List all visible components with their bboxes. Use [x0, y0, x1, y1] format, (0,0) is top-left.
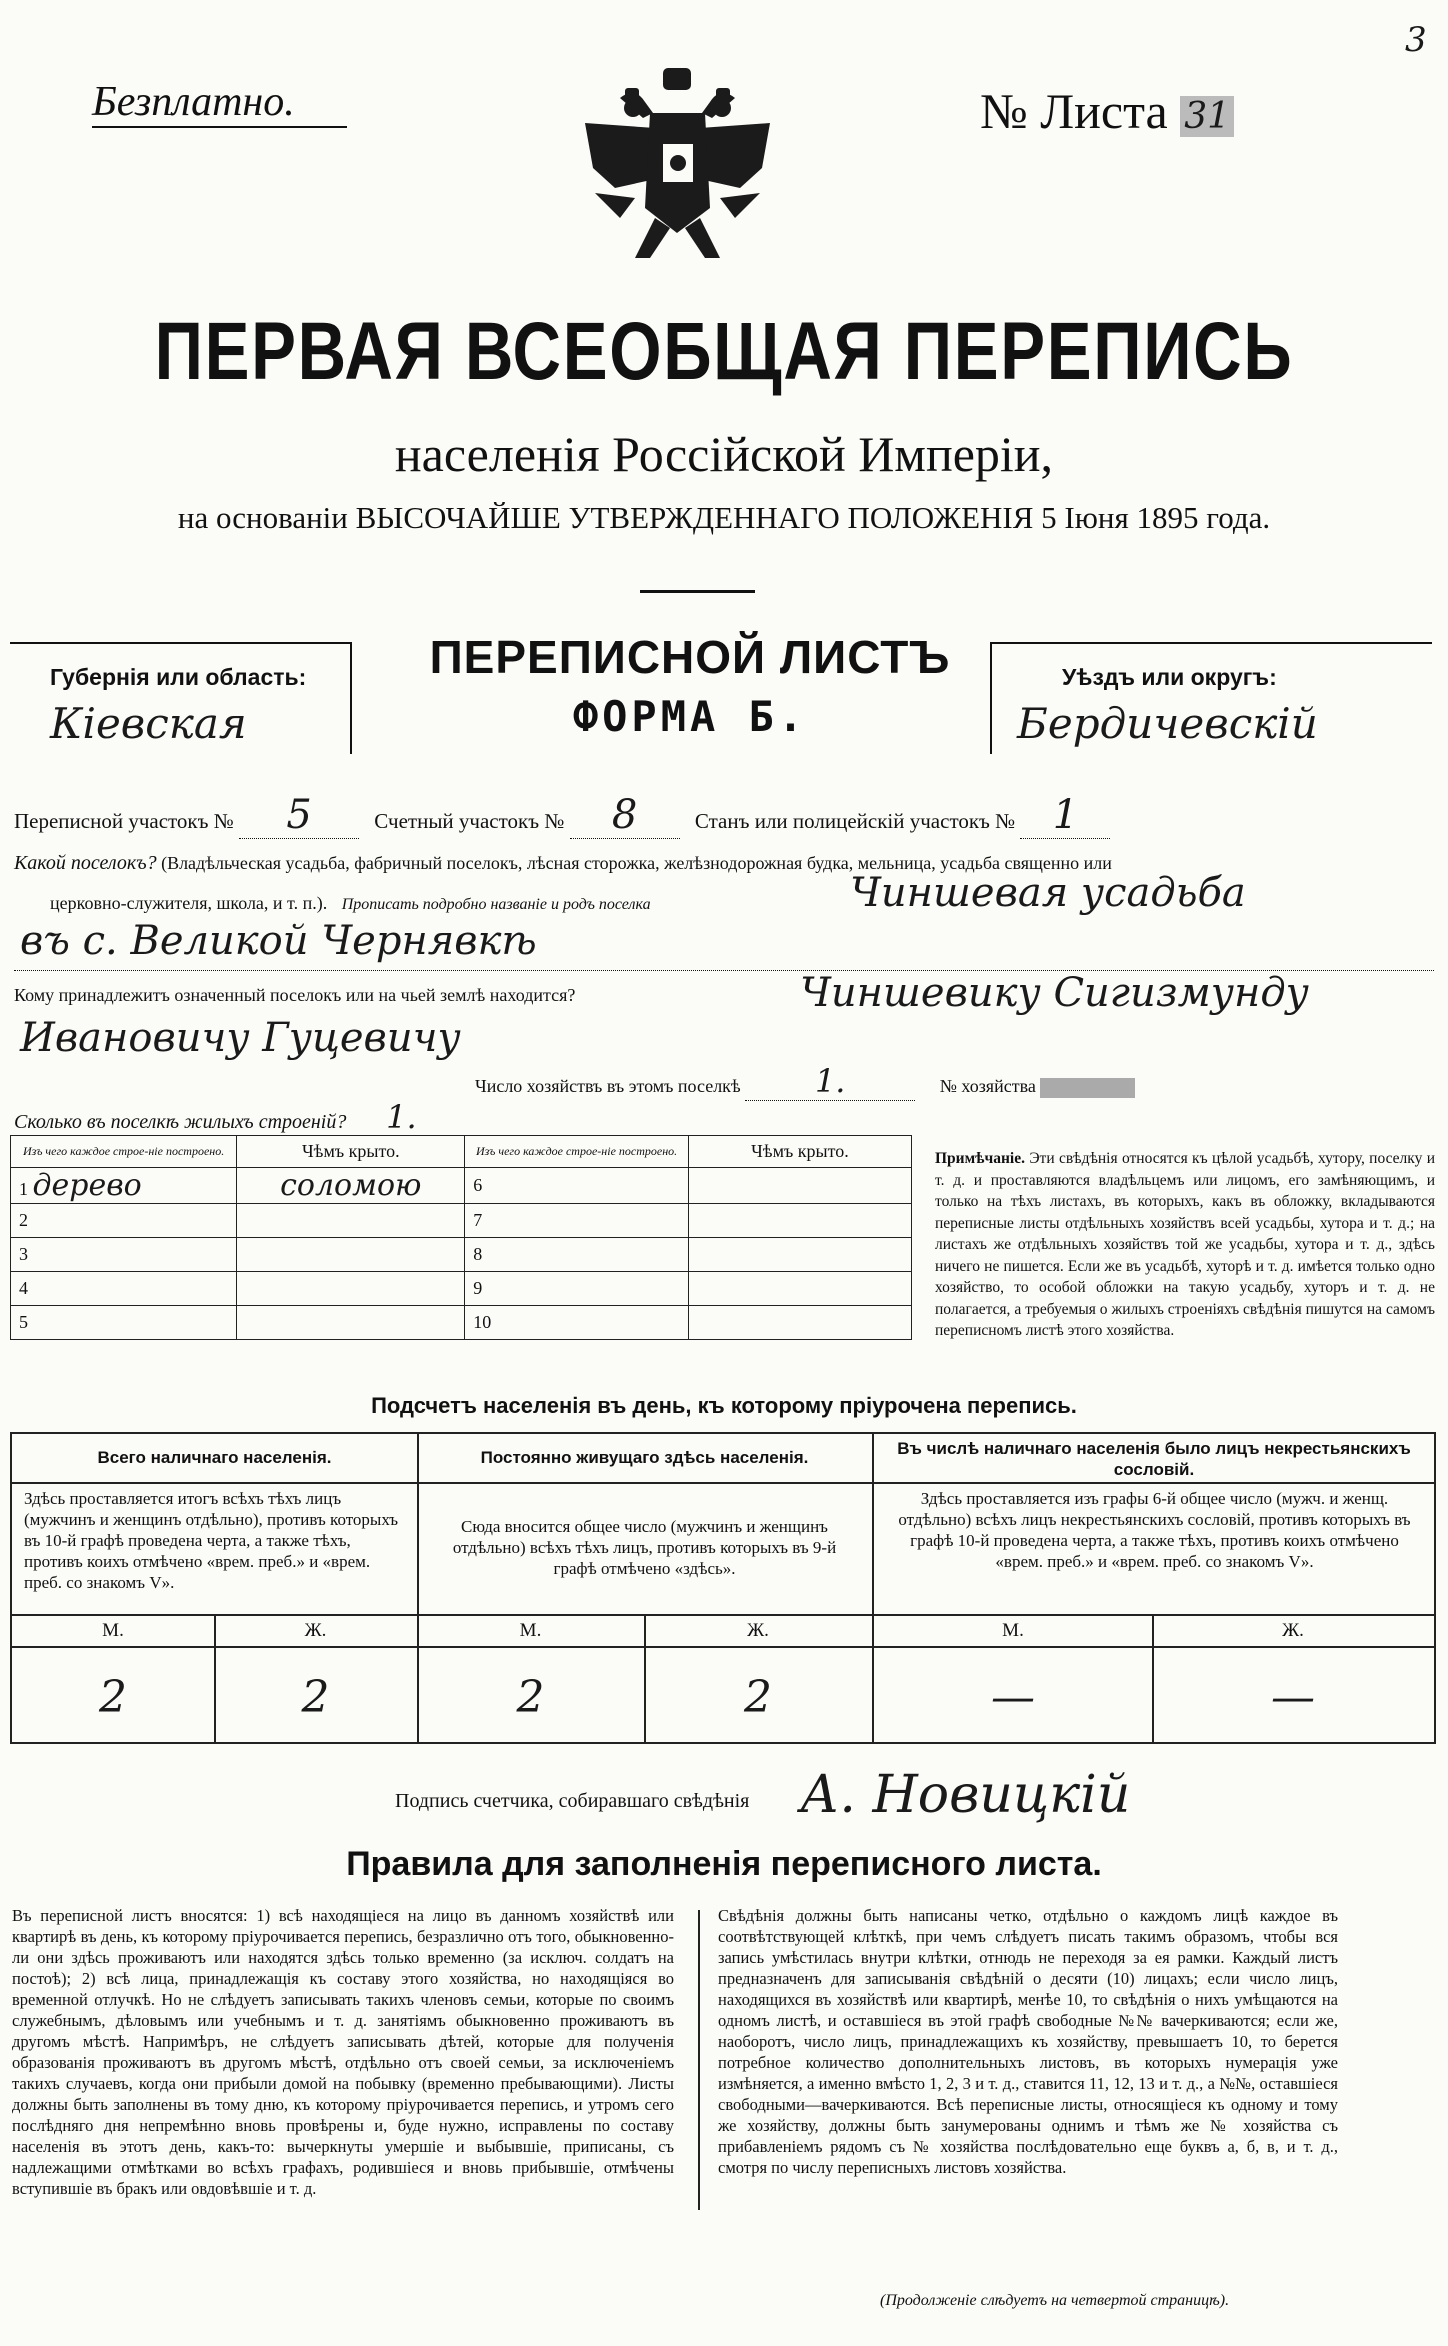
permanent-population-desc: Сюда вносится общее число (мужчинъ и женщинъ отдѣльно) всѣхъ тѣхъ лицъ, противъ которыхъ въ 9-й графѣ отмѣчено «здѣсь».	[452, 1517, 837, 1578]
table-row: 9	[465, 1272, 689, 1306]
total-population-title: Всего наличнаго населенія.	[97, 1448, 332, 1467]
material-header: Изъ чего каждое строе-ніе построено.	[11, 1136, 237, 1168]
page-title: ПЕРВАЯ ВСЕОБЩАЯ ПЕРЕПИСЬ	[154, 306, 1294, 397]
buildings-note: Примѣчаніе. Эти свѣдѣнія относятся къ цѣлой усадьбѣ, хутору, поселку и т. д. и проставляются владѣльцемъ или лицомъ, его замѣняющимъ, и только на тѣхъ листахъ, въ которыхъ, какъ въ обложку, вкладываются переписные листы отдѣльныхъ хозяйствъ всей усадьбы, хутора и т. д.; на листахъ же отдѣльныхъ хозяйствъ той же усадьбы, хутора и т. д., здѣсь ничего не пишется. Если же въ усадьбѣ, хуторѣ и т. д. имѣется только одно хозяйство, то особой обложки на такую усадьбу, хуторъ и т. д. не полагается, а требуемыя о жилыхъ строеніяхъ свѣдѣнія пишутся на самомъ переписномъ листѣ этого хозяйства.	[935, 1150, 1435, 1339]
settlement-value-2: въ с. Великой Чернявкѣ	[20, 918, 537, 964]
m-label: М.	[1002, 1620, 1024, 1641]
rules-right-column: Свѣдѣнія должны быть написаны четко, отдѣльно о каждомъ лицѣ каждое въ соотвѣтствующей клѣткѣ, при чемъ слѣдуетъ писать такимъ образомъ, чтобы вся запись умѣстилась внутри клѣтки, отнюдь не переходя за ея рамки. Каждый листъ предназначенъ для записыванія свѣдѣній о десяти (10) лицахъ; если число лицъ, находящихся въ хозяйствѣ или квартирѣ, менѣе 10, то свѣдѣнія о нихъ умѣщаются на одномъ листѣ, и оставшіеся въ этой графѣ свободные №№ вачеркиваются; если же, наоборотъ, число лицъ, принадлежащихъ къ хозяйству, превышаетъ 10, то берется потребное количество дополнительныхъ листовъ, въ которыхъ нумерація уже измѣняется, а именно вмѣсто 1, 2, 3 и т. д., ставится 11, 12, 13 и т. д., а №№, оставшіеся свободными—вачеркиваются. Всѣ переписные листы, относящіеся къ одному и тому же хозяйству, должны быть занумерованы однимъ и тѣмъ же № хозяйства съ прибавленіемъ рядомъ съ № хозяйства послѣдовательно еще буквъ а, б, в, и т. д., смотря по числу переписныхъ листовъ хозяйства.	[718, 1906, 1338, 2177]
non-peasant-f-value: —	[1271, 1672, 1315, 1723]
non-peasant-title: Въ числѣ наличнаго населенія было лицъ некрестьянскихъ сословій.	[897, 1439, 1411, 1479]
total-population-desc: Здѣсь проставляется итогъ всѣхъ тѣхъ лицъ (мужчинъ и женщинъ отдѣльно), противъ которыхъ въ 10-й графѣ проведена черта, а также тѣхъ, противъ коихъ отмѣчено «врем. преб.» и «врем. преб. со знакомъ V».	[24, 1489, 398, 1592]
f-label: Ж.	[1282, 1620, 1304, 1641]
table-row: 6	[465, 1168, 689, 1204]
rules-divider	[698, 1910, 700, 2210]
table-row: 10	[465, 1306, 689, 1340]
f-label: Ж.	[304, 1620, 327, 1641]
title-divider	[640, 590, 755, 593]
table-row: 3	[11, 1238, 237, 1272]
settlement-hint-row: церковно-служителя, школа, и т. п.). Прописать подробно названіе и родъ поселка	[50, 893, 651, 913]
table-row: 1 дерево	[11, 1168, 237, 1204]
sheet-title: ПЕРЕПИСНОЙ ЛИСТЪ	[429, 631, 951, 683]
district-label: Уѣздъ или округъ:	[1062, 664, 1277, 690]
free-label: Безплатно.	[92, 78, 347, 128]
imperial-eagle-emblem	[575, 68, 780, 263]
owner-value-2: Ивановичу Гуцевичу	[20, 1015, 461, 1061]
legal-basis: на основаніи ВЫСОЧАЙШЕ УТВЕРЖДЕННАГО ПОЛОЖЕНІЯ 5 Іюня 1895 года.	[177, 500, 1271, 535]
table-row: 5	[11, 1306, 237, 1340]
f-label: Ж.	[747, 1620, 769, 1641]
table-row: 7	[465, 1204, 689, 1238]
m-label: М.	[102, 1620, 124, 1641]
continuation-note: (Продолженіе слѣдуетъ на четвертой страницѣ).	[880, 2292, 1230, 2309]
census-section-row: Переписной участокъ № 5 Счетный участокъ № 8 Станъ или полицейскій участокъ № 1	[14, 792, 1434, 839]
buildings-row: Сколько въ поселкѣ жилыхъ строеній? 1.	[14, 1098, 417, 1136]
rules-heading: Правила для заполненія переписного листа.	[346, 1845, 1102, 1883]
non-peasant-desc: Здѣсь проставляется изъ графы 6-й общее число (мужч. и женщ. отдѣльно) всѣхъ лицъ некрестьянскихъ сословій, противъ которыхъ въ графѣ 10-й проведена черта, а также тѣхъ, противъ коихъ отмѣчено «врем. преб.» и «врем. преб. со знакомъ V».	[898, 1489, 1411, 1571]
table-row: 2	[11, 1204, 237, 1238]
settlement-row: Какой поселокъ? (Владѣльческая усадьба, фабричный поселокъ, лѣсная сторожка, желѣзнодорожная будка, мельница, усадьба священно или	[14, 852, 1112, 874]
permanent-population-title: Постоянно живущаго здѣсь населенія.	[480, 1448, 809, 1467]
material-header-2: Изъ чего каждое строе-ніе построено.	[465, 1136, 689, 1168]
roof-header: Чѣмъ крыто.	[237, 1136, 465, 1168]
form-name: ФОРМА Б.	[572, 692, 808, 741]
m-label: М.	[519, 1620, 542, 1641]
province-value: Кіевская	[50, 699, 247, 748]
signature-value: А. Новицкій	[800, 1765, 1131, 1825]
roof-header-2: Чѣмъ крыто.	[688, 1136, 911, 1168]
table-row: 4	[11, 1272, 237, 1306]
population-table	[10, 1432, 1436, 1744]
owner-value-1: Чиншевику Сигизмунду	[800, 970, 1309, 1016]
buildings-table	[10, 1135, 912, 1340]
sheet-number: № Листа 31	[980, 82, 1234, 140]
rules-left-column: Въ переписной листъ вносятся: 1) всѣ находящіеся на лицо въ данномъ хозяйствѣ или квартирѣ въ день, къ которому пріурочивается перепись, безразлично отъ того, обыкновенно-ли они здѣсь проживаютъ или находятся здѣсь только временно (за исключ. солдатъ на постоѣ); 2) всѣ лица, принадлежащія къ составу этого хозяйства, но находящіяся во временной отлучкѣ. Но не слѣдуетъ записывать такихъ членовъ семьи, которые по своимъ служебнымъ, дѣловымъ или учебнымъ и т. д. занятіямъ обыкновенно проживаютъ въ другомъ мѣстѣ. Напримѣръ, не слѣдуетъ записывать дѣтей, которые для полученія образованія проживаютъ въ другомъ мѣстѣ, отдѣльно отъ своей семьи, за исключеніемъ такихъ случаевъ, когда они прибыли домой на побывку (временно пребывающими). Листы должны быть заполнены въ тому дню, къ которому пріурочивается перепись, и утромъ сего послѣдняго дня непремѣнно вновь провѣрены и, буде нужно, исправлены по составу населенія въ этотъ день, какъ-то: вычеркнуты умершіе и выбывшіе, приписаны, съ надлежащими отмѣтками во всѣхъ графахъ, родившіеся и вновь прибывшіе, отмѣчены вступившіе въ бракъ или овдовѣвшіе и т. д.	[12, 1906, 674, 2198]
permanent-m-value: 2	[516, 1672, 545, 1723]
population-heading: Подсчетъ населенія въ день, къ которому пріурочена перепись.	[371, 1393, 1077, 1418]
province-box	[10, 642, 352, 754]
page-subtitle: населенія Россійской Имперіи,	[394, 426, 1054, 482]
permanent-f-value: 2	[744, 1672, 772, 1723]
corner-mark: 3	[1405, 20, 1427, 60]
households-row: Число хозяйствъ въ этомъ поселкѣ 1. № хозяйства	[475, 1062, 1135, 1101]
owner-row: Кому принадлежитъ означенный поселокъ или на чьей землѣ находится?	[14, 985, 576, 1005]
settlement-value-1: Чиншевая усадьба	[850, 870, 1246, 916]
signature-label: Подпись счетчика, собиравшаго свѣдѣнія	[395, 1790, 750, 1812]
total-f-value: 2	[301, 1672, 330, 1723]
total-m-value: 2	[99, 1672, 127, 1723]
district-box	[990, 642, 1432, 754]
table-cell: соломою	[237, 1168, 465, 1204]
non-peasant-m-value: —	[991, 1672, 1035, 1723]
province-label: Губернія или область:	[50, 664, 307, 690]
table-row: 8	[465, 1238, 689, 1272]
district-value: Бердичевскій	[1017, 699, 1318, 748]
